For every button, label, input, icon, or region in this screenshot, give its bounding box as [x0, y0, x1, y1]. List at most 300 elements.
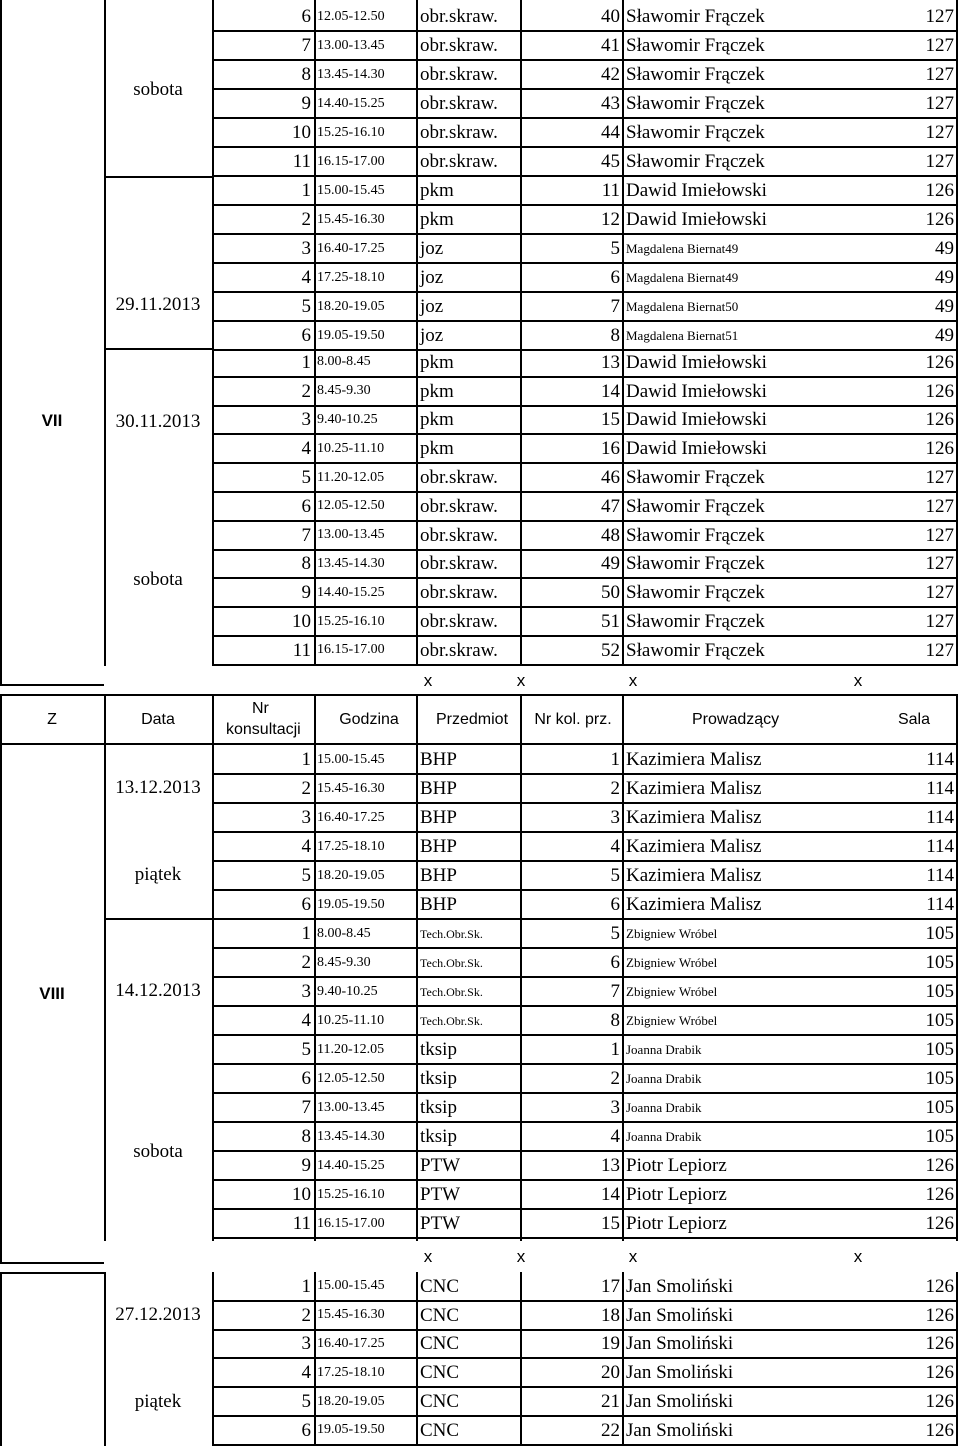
x-marker: x	[516, 670, 526, 690]
row-subject: BHP	[420, 807, 457, 828]
row-subject: pkm	[420, 438, 454, 460]
row-instructor: Dawid Imiełowski	[626, 180, 767, 201]
row-time: 16.15-17.00	[317, 153, 385, 169]
row-time: 9.40-10.25	[317, 983, 378, 999]
column-divider	[956, 1272, 958, 1446]
row-room: 127	[925, 122, 954, 143]
row-instructor: Joanna Drabik	[626, 1100, 702, 1115]
row-subject: CNC	[420, 1362, 460, 1384]
column-divider	[520, 0, 522, 666]
row-kol-number: 41	[601, 35, 620, 56]
row-divider	[212, 664, 956, 666]
row-subject: joz	[420, 296, 444, 317]
row-room: 127	[925, 582, 954, 604]
column-divider	[212, 745, 214, 1241]
row-instructor: Piotr Lepiorz	[626, 1155, 727, 1176]
column-divider	[314, 1272, 316, 1446]
row-instructor: Sławomir Frączek	[626, 524, 765, 546]
header-nr-konsultacji	[212, 698, 314, 745]
row-time: 18.20-19.05	[317, 1393, 385, 1409]
row-kol-number: 12	[601, 209, 620, 230]
header-column-divider	[622, 694, 624, 745]
row-room: 126	[925, 1362, 954, 1384]
row-kol-number: 19	[601, 1333, 620, 1355]
column-divider	[104, 1272, 106, 1446]
row-subject: CNC	[420, 1333, 460, 1355]
row-time: 8.00-8.45	[317, 354, 371, 370]
header-nr-line2: konsultacji	[226, 721, 301, 738]
row-subject: obr.skraw.	[420, 524, 498, 546]
row-subject: PTW	[420, 1213, 461, 1234]
row-subject: PTW	[420, 1184, 461, 1205]
row-number: 4	[301, 836, 311, 857]
row-instructor: Sławomir Frączek	[626, 582, 765, 604]
row-number: 5	[301, 296, 311, 317]
row-room: 114	[926, 807, 954, 828]
row-subject: CNC	[420, 1391, 460, 1413]
row-room: 114	[926, 894, 954, 915]
row-number: 4	[301, 267, 311, 288]
row-time: 19.05-19.50	[317, 327, 385, 343]
row-room: 105	[925, 1126, 954, 1147]
row-kol-number: 45	[601, 151, 620, 172]
row-kol-number: 15	[601, 409, 620, 431]
row-subject: pkm	[420, 380, 454, 402]
row-room: 127	[925, 553, 954, 575]
row-time: 11.20-12.05	[317, 1041, 385, 1057]
header-data: Data	[141, 710, 175, 728]
row-divider	[212, 1237, 956, 1239]
row-number: 1	[301, 1275, 311, 1297]
row-kol-number: 18	[601, 1304, 620, 1326]
row-number: 5	[301, 865, 311, 886]
row-subject: obr.skraw.	[420, 6, 498, 27]
month-bottom-border	[0, 684, 104, 686]
day-date: 27.12.2013	[115, 1303, 201, 1325]
row-subject: tksip	[420, 1068, 457, 1089]
row-number: 10	[292, 611, 311, 633]
column-divider	[622, 0, 624, 666]
row-number: 2	[301, 778, 311, 799]
row-number: 1	[301, 749, 311, 770]
month-label: VII	[41, 410, 63, 430]
column-divider	[212, 1272, 214, 1446]
row-time: 15.25-16.10	[317, 613, 385, 629]
row-instructor: Dawid Imiełowski	[626, 380, 767, 402]
row-subject: obr.skraw.	[420, 93, 498, 114]
row-kol-number: 8	[610, 325, 620, 346]
column-divider	[622, 1272, 624, 1446]
header-column-divider	[956, 694, 958, 745]
row-number: 9	[301, 582, 311, 604]
row-subject: obr.skraw.	[420, 582, 498, 604]
row-room: 126	[925, 351, 954, 373]
row-subject: CNC	[420, 1275, 460, 1297]
row-number: 5	[301, 1391, 311, 1413]
row-number: 6	[301, 495, 311, 517]
row-kol-number: 43	[601, 93, 620, 114]
row-kol-number: 50	[601, 582, 620, 604]
row-instructor: Jan Smoliński	[626, 1419, 734, 1441]
day-separator	[104, 176, 212, 178]
row-instructor: Kazimiera Malisz	[626, 865, 762, 886]
row-instructor: Sławomir Frączek	[626, 639, 765, 661]
row-instructor: Zbigniew Wróbel	[626, 984, 718, 999]
header-prowadzacy: Prowadzący	[692, 710, 780, 728]
row-time: 15.00-15.45	[317, 182, 385, 198]
x-marker: x	[423, 1246, 433, 1266]
column-divider	[104, 0, 106, 666]
month-left-border	[0, 0, 2, 684]
row-room: 126	[925, 380, 954, 402]
row-room: 126	[925, 1391, 954, 1413]
row-instructor: Dawid Imiełowski	[626, 209, 767, 230]
header-column-divider	[212, 694, 214, 745]
row-number: 6	[301, 325, 311, 346]
row-number: 1	[301, 351, 311, 373]
row-time: 10.25-11.10	[317, 440, 385, 456]
row-time: 8.45-9.30	[317, 383, 371, 399]
row-instructor: Zbigniew Wróbel	[626, 955, 718, 970]
row-number: 11	[292, 639, 311, 661]
column-divider	[104, 745, 106, 1241]
row-subject: Tech.Obr.Sk.	[420, 984, 483, 999]
row-time: 19.05-19.50	[317, 1422, 385, 1438]
row-time: 15.25-16.10	[317, 124, 385, 140]
row-number: 6	[301, 894, 311, 915]
row-room: 126	[925, 1155, 954, 1176]
row-room: 105	[925, 1068, 954, 1089]
row-instructor: Sławomir Frączek	[626, 553, 765, 575]
row-time: 13.45-14.30	[317, 66, 385, 82]
row-kol-number: 4	[610, 836, 620, 857]
row-time: 14.40-15.25	[317, 584, 385, 600]
row-subject: joz	[420, 325, 444, 346]
row-room: 127	[925, 467, 954, 489]
row-kol-number: 2	[610, 778, 620, 799]
row-time: 14.40-15.25	[317, 95, 385, 111]
row-room: 126	[925, 209, 954, 230]
row-number: 4	[301, 1362, 311, 1384]
row-subject: pkm	[420, 209, 454, 230]
day-weekday: sobota	[133, 568, 183, 590]
row-time: 15.45-16.30	[317, 211, 385, 227]
row-number: 4	[301, 438, 311, 460]
row-room: 49	[935, 267, 954, 288]
row-room: 127	[925, 495, 954, 517]
row-kol-number: 13	[601, 1155, 620, 1176]
row-kol-number: 2	[610, 1068, 620, 1089]
month-left-border	[0, 696, 2, 1262]
row-kol-number: 48	[601, 524, 620, 546]
month-top-border	[0, 1272, 104, 1274]
row-subject: BHP	[420, 836, 457, 857]
row-kol-number: 6	[610, 952, 620, 973]
column-divider	[520, 1272, 522, 1446]
row-number: 4	[301, 1010, 311, 1031]
row-subject: obr.skraw.	[420, 35, 498, 56]
column-divider	[314, 745, 316, 1241]
row-number: 11	[292, 1213, 311, 1234]
header-godzina: Godzina	[339, 710, 399, 728]
row-room: 126	[925, 409, 954, 431]
row-number: 1	[301, 180, 311, 201]
header-column-divider	[520, 694, 522, 745]
row-instructor: Zbigniew Wróbel	[626, 1013, 718, 1028]
column-divider	[416, 0, 418, 666]
row-number: 2	[301, 1304, 311, 1326]
row-kol-number: 14	[601, 380, 620, 402]
row-number: 6	[301, 1068, 311, 1089]
row-room: 105	[925, 1097, 954, 1118]
row-room: 126	[925, 1304, 954, 1326]
x-marker: x	[516, 1246, 526, 1266]
row-time: 18.20-19.05	[317, 867, 385, 883]
row-time: 13.45-14.30	[317, 555, 385, 571]
row-number: 11	[292, 151, 311, 172]
x-marker: x	[628, 670, 638, 690]
row-subject: BHP	[420, 749, 457, 770]
row-room: 126	[925, 1213, 954, 1234]
row-room: 127	[925, 639, 954, 661]
row-instructor: Joanna Drabik	[626, 1129, 702, 1144]
row-kol-number: 3	[610, 1097, 620, 1118]
row-time: 15.45-16.30	[317, 1307, 385, 1323]
row-room: 114	[926, 865, 954, 886]
row-room: 105	[925, 923, 954, 944]
header-column-divider	[314, 694, 316, 745]
column-divider	[314, 0, 316, 666]
row-kol-number: 6	[610, 894, 620, 915]
row-time: 15.45-16.30	[317, 780, 385, 796]
row-kol-number: 4	[610, 1126, 620, 1147]
month-label: VIII	[39, 983, 65, 1003]
row-number: 9	[301, 1155, 311, 1176]
row-time: 10.25-11.10	[317, 1012, 385, 1028]
row-subject: tksip	[420, 1097, 457, 1118]
row-number: 8	[301, 1126, 311, 1147]
row-instructor: Magdalena Biernat50	[626, 299, 739, 314]
row-time: 16.40-17.25	[317, 240, 385, 256]
row-room: 127	[925, 524, 954, 546]
row-kol-number: 1	[610, 1039, 620, 1060]
row-time: 17.25-18.10	[317, 838, 385, 854]
header-nr-kol: Nr kol. prz.	[534, 710, 612, 728]
row-instructor: Zbigniew Wróbel	[626, 926, 718, 941]
row-subject: obr.skraw.	[420, 467, 498, 489]
row-room: 49	[935, 325, 954, 346]
row-instructor: Jan Smoliński	[626, 1275, 734, 1297]
row-instructor: Magdalena Biernat51	[626, 328, 739, 343]
row-number: 3	[301, 238, 311, 259]
row-instructor: Sławomir Frączek	[626, 93, 765, 114]
row-kol-number: 49	[601, 553, 620, 575]
row-subject: BHP	[420, 865, 457, 886]
row-kol-number: 20	[601, 1362, 620, 1384]
row-instructor: Sławomir Frączek	[626, 151, 765, 172]
row-subject: Tech.Obr.Sk.	[420, 955, 483, 970]
row-number: 5	[301, 467, 311, 489]
row-kol-number: 6	[610, 267, 620, 288]
row-subject: CNC	[420, 1304, 460, 1326]
row-kol-number: 15	[601, 1213, 620, 1234]
row-instructor: Dawid Imiełowski	[626, 409, 767, 431]
row-instructor: Sławomir Frączek	[626, 611, 765, 633]
row-subject: BHP	[420, 778, 457, 799]
row-subject: BHP	[420, 894, 457, 915]
header-top-border	[0, 694, 956, 696]
row-time: 12.05-12.50	[317, 8, 385, 24]
row-subject: obr.skraw.	[420, 64, 498, 85]
header-z: Z	[47, 710, 57, 728]
row-instructor: Sławomir Frączek	[626, 35, 765, 56]
row-number: 7	[301, 1097, 311, 1118]
row-instructor: Joanna Drabik	[626, 1042, 702, 1057]
row-number: 1	[301, 923, 311, 944]
row-room: 126	[925, 1275, 954, 1297]
row-instructor: Piotr Lepiorz	[626, 1184, 727, 1205]
row-kol-number: 21	[601, 1391, 620, 1413]
row-room: 127	[925, 611, 954, 633]
day-weekday: piątek	[134, 863, 182, 885]
row-kol-number: 17	[601, 1275, 620, 1297]
row-number: 5	[301, 1039, 311, 1060]
row-kol-number: 22	[601, 1419, 620, 1441]
day-date: 29.11.2013	[115, 293, 201, 315]
row-subject: CNC	[420, 1419, 460, 1441]
column-divider	[622, 745, 624, 1241]
row-instructor: Joanna Drabik	[626, 1071, 702, 1086]
row-time: 13.00-13.45	[317, 1099, 385, 1115]
x-marker: x	[853, 670, 863, 690]
row-kol-number: 3	[610, 807, 620, 828]
row-time: 16.15-17.00	[317, 1215, 385, 1231]
row-number: 10	[292, 122, 311, 143]
row-subject: joz	[420, 267, 444, 288]
row-instructor: Kazimiera Malisz	[626, 836, 762, 857]
row-instructor: Kazimiera Malisz	[626, 778, 762, 799]
row-kol-number: 5	[610, 865, 620, 886]
row-instructor: Kazimiera Malisz	[626, 807, 762, 828]
row-time: 16.15-17.00	[317, 642, 385, 658]
row-time: 11.20-12.05	[317, 469, 385, 485]
row-instructor: Piotr Lepiorz	[626, 1213, 727, 1234]
row-time: 18.20-19.05	[317, 298, 385, 314]
row-time: 12.05-12.50	[317, 498, 385, 514]
row-instructor: Kazimiera Malisz	[626, 894, 762, 915]
row-instructor: Kazimiera Malisz	[626, 749, 762, 770]
row-kol-number: 47	[601, 495, 620, 517]
row-instructor: Sławomir Frączek	[626, 6, 765, 27]
row-kol-number: 5	[610, 238, 620, 259]
row-room: 114	[926, 778, 954, 799]
row-instructor: Dawid Imiełowski	[626, 351, 767, 373]
row-time: 15.00-15.45	[317, 1278, 385, 1294]
row-subject: Tech.Obr.Sk.	[420, 926, 483, 941]
day-weekday: sobota	[133, 78, 183, 100]
row-time: 17.25-18.10	[317, 1364, 385, 1380]
row-subject: obr.skraw.	[420, 151, 498, 172]
row-kol-number: 42	[601, 64, 620, 85]
row-number: 2	[301, 380, 311, 402]
row-time: 8.00-8.45	[317, 925, 371, 941]
row-subject: obr.skraw.	[420, 611, 498, 633]
x-marker: x	[423, 670, 433, 690]
row-number: 6	[301, 6, 311, 27]
header-bottom-border	[0, 743, 956, 745]
row-instructor: Sławomir Frączek	[626, 64, 765, 85]
row-time: 16.40-17.25	[317, 809, 385, 825]
column-divider	[212, 0, 214, 666]
row-subject: obr.skraw.	[420, 122, 498, 143]
row-kol-number: 40	[601, 6, 620, 27]
row-instructor: Magdalena Biernat49	[626, 241, 739, 256]
day-separator	[104, 918, 212, 920]
row-subject: pkm	[420, 180, 454, 201]
row-time: 17.25-18.10	[317, 269, 385, 285]
column-divider	[956, 0, 958, 666]
row-room: 105	[925, 952, 954, 973]
row-room: 114	[926, 836, 954, 857]
day-weekday: piątek	[134, 1390, 182, 1412]
row-room: 127	[925, 93, 954, 114]
row-kol-number: 5	[610, 923, 620, 944]
row-number: 7	[301, 524, 311, 546]
row-room: 49	[935, 238, 954, 259]
column-divider	[416, 1272, 418, 1446]
row-subject: obr.skraw.	[420, 553, 498, 575]
row-time: 13.00-13.45	[317, 527, 385, 543]
row-instructor: Sławomir Frączek	[626, 122, 765, 143]
row-subject: pkm	[420, 351, 454, 373]
row-room: 114	[926, 749, 954, 770]
row-time: 13.00-13.45	[317, 37, 385, 53]
row-instructor: Dawid Imiełowski	[626, 438, 767, 460]
header-sala: Sala	[897, 710, 931, 728]
day-date: 13.12.2013	[115, 776, 201, 798]
row-subject: Tech.Obr.Sk.	[420, 1013, 483, 1028]
day-date: 30.11.2013	[115, 410, 201, 432]
row-instructor: Jan Smoliński	[626, 1304, 734, 1326]
row-room: 127	[925, 6, 954, 27]
row-kol-number: 16	[601, 438, 620, 460]
row-time: 9.40-10.25	[317, 411, 378, 427]
row-instructor: Sławomir Frączek	[626, 495, 765, 517]
day-date: 14.12.2013	[115, 979, 201, 1001]
row-time: 14.40-15.25	[317, 1157, 385, 1173]
row-room: 105	[925, 1039, 954, 1060]
row-time: 8.45-9.30	[317, 954, 371, 970]
month-bottom-border	[0, 1262, 104, 1264]
row-kol-number: 51	[601, 611, 620, 633]
row-instructor: Jan Smoliński	[626, 1333, 734, 1355]
header-przedmiot: Przedmiot	[435, 710, 509, 728]
row-number: 7	[301, 35, 311, 56]
row-subject: tksip	[420, 1126, 457, 1147]
row-subject: pkm	[420, 409, 454, 431]
row-kol-number: 8	[610, 1010, 620, 1031]
row-room: 127	[925, 151, 954, 172]
row-subject: obr.skraw.	[420, 639, 498, 661]
x-marker: x	[628, 1246, 638, 1266]
row-number: 6	[301, 1419, 311, 1441]
row-number: 3	[301, 807, 311, 828]
row-instructor: Jan Smoliński	[626, 1391, 734, 1413]
row-number: 8	[301, 64, 311, 85]
row-kol-number: 7	[610, 981, 620, 1002]
row-room: 126	[925, 1333, 954, 1355]
row-room: 49	[935, 296, 954, 317]
